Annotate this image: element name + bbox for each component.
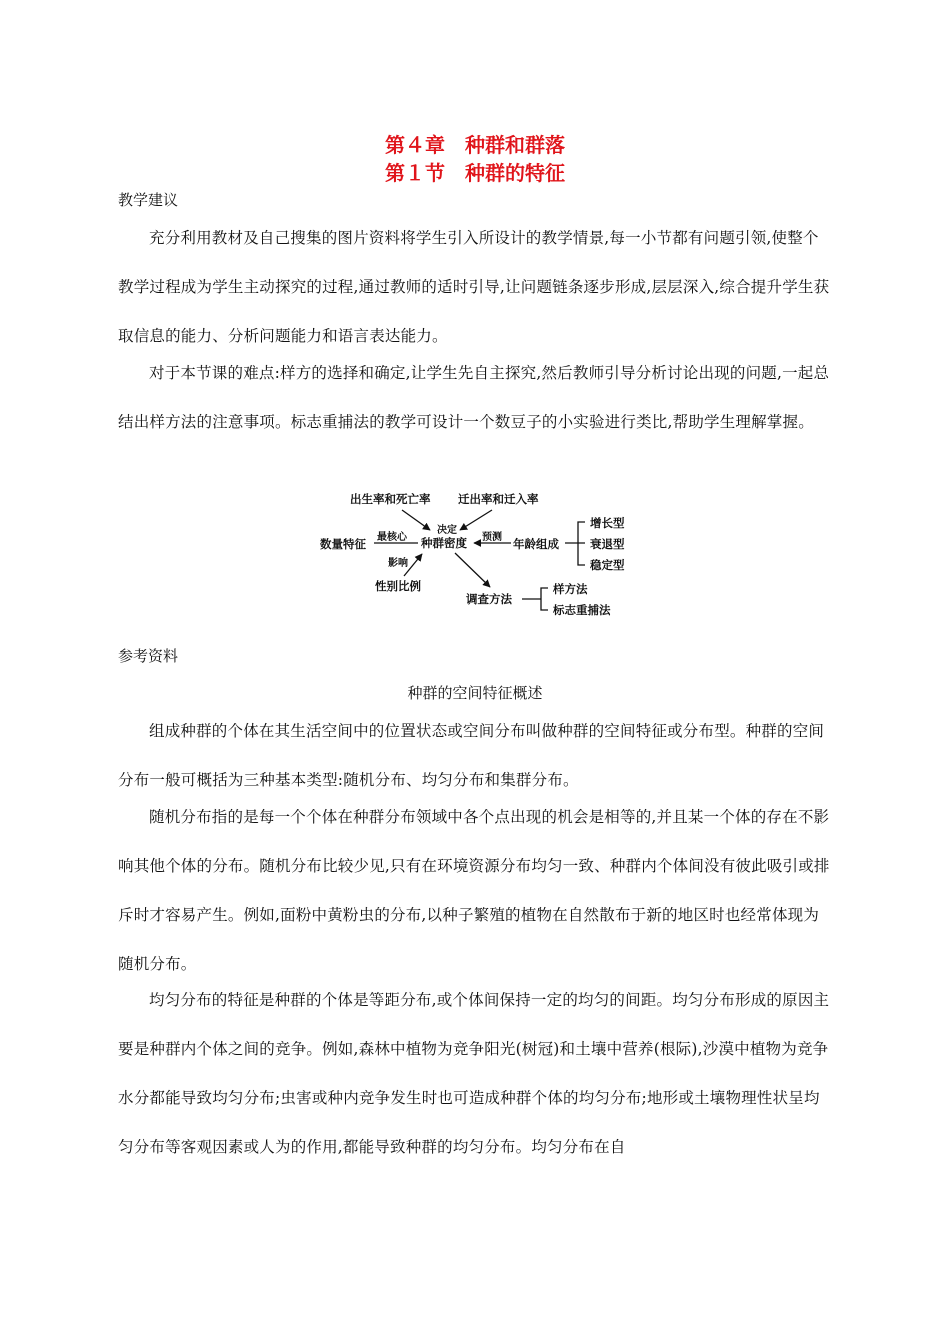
node-age-stable: 稳定型	[590, 558, 625, 572]
teaching-paragraph-2: 对于本节课的难点:样方的选择和确定,让学生先自主探究,然后教师引导分析讨论出现的问题,一起总结出样方法的注意事项。标志重捕法的教学可设计一个数豆子的小实验进行类比,帮助学生理解掌握。	[118, 364, 830, 431]
section-title: 第１节 种群的特征	[385, 161, 565, 185]
reference-paragraph-3: 均匀分布的特征是种群的个体是等距分布,或个体间保持一定的均匀的间距。均匀分布形成的原因主要是种群内个体之间的竞争。例如,森林中植物为竞争阳光(树冠)和土壤中营养(根际),沙漠中植物为竞争水分都能导致均匀分布;虫害或种内竞争发生时也可造成种群个体的均匀分布;地形或土壤物理性状呈均匀分布等客观因素或人为的作用,都能导致种群的均匀分布。均匀分布在自	[118, 991, 830, 1156]
reference-paragraph-1: 组成种群的个体在其生活空间中的位置状态或空间分布叫做种群的空间特征或分布型。种群的空间分布一般可概括为三种基本类型:随机分布、均匀分布和集群分布。	[118, 722, 825, 789]
label-influence: 影响	[388, 558, 408, 569]
arrow-survey	[455, 553, 490, 587]
node-age-growth: 增长型	[590, 516, 625, 530]
node-mark-recapture: 标志重捕法	[553, 603, 611, 617]
node-age-decline: 衰退型	[590, 537, 625, 551]
arrow-migration	[460, 510, 492, 530]
reference-paragraph-2: 随机分布指的是每一个个体在种群分布领域中各个点出现的机会是相等的,并且某一个体的存在不影响其他个体的分布。随机分布比较少见,只有在环境资源分布均匀一致、种群内个体间没有彼此吸引或排斥时才容易产生。例如,面粉中黄粉虫的分布,以种子繁殖的植物在自然散布于新的地区时也经常体现为随机分布。	[118, 808, 830, 973]
label-most-core: 最核心	[377, 532, 407, 543]
node-population-density: 种群密度	[421, 536, 467, 550]
bracket-age-types	[565, 522, 585, 565]
teaching-paragraph-1: 充分利用教材及自己搜集的图片资料将学生引入所设计的教学情景,每一小节都有问题引领,使整个教学过程成为学生主动探究的过程,通过教师的适时引导,让问题链条逐步形成,层层深入,综合提升学生获取信息的能力、分析问题能力和语言表达能力。	[118, 229, 830, 345]
node-sex-ratio: 性别比例	[375, 579, 421, 593]
node-age-structure: 年龄组成	[513, 537, 559, 551]
node-migration: 迁出率和迁入率	[458, 492, 539, 506]
reference-heading: 参考资料	[118, 647, 179, 665]
node-quadrat-method: 样方法	[553, 582, 588, 596]
reference-title: 种群的空间特征概述	[407, 684, 543, 702]
chapter-title: 第４章 种群和群落	[385, 133, 565, 157]
label-predict: 预测	[482, 532, 502, 543]
arrow-birth-death	[402, 510, 430, 530]
bracket-survey-methods	[522, 588, 548, 610]
label-decide: 决定	[437, 525, 457, 536]
node-birth-death: 出生率和死亡率	[350, 492, 431, 506]
node-quantity: 数量特征	[320, 537, 366, 551]
node-survey-method: 调查方法	[466, 592, 512, 606]
teaching-heading: 教学建议	[118, 191, 179, 209]
